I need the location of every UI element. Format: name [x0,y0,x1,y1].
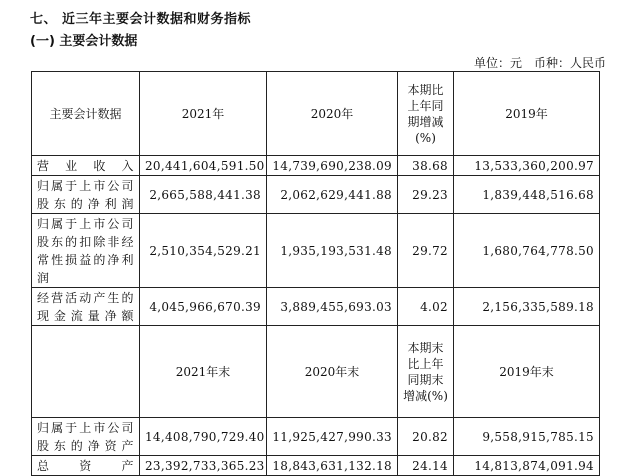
value-change: 29.72 [398,214,454,288]
value-change: 4.02 [398,288,454,326]
value-2019: 1,680,764,778.50 [454,214,600,288]
table-row [32,176,600,214]
value-2019: 2,156,335,589.18 [454,288,600,326]
table-row [32,288,600,326]
header-cell: 2019年末 [454,326,600,418]
value-2020: 11,925,427,990.33 [267,418,398,456]
header-cell: 2020年末 [267,326,398,418]
header-cell: 本期末比上年同期末增减(%) [398,326,454,418]
header-cell: 主要会计数据 [32,72,140,156]
header-cell [32,326,140,418]
value-change: 24.14 [398,456,454,476]
value-2019: 1,839,448,516.68 [454,176,600,214]
value-2020: 14,739,690,238.09 [267,156,398,176]
value-change: 38.68 [398,156,454,176]
accounting-data-table [31,71,600,476]
table-header-row [32,72,600,156]
value-2019: 14,813,874,091.94 [454,456,600,476]
value-change: 29.23 [398,176,454,214]
value-2021: 2,665,588,441.38 [140,176,267,214]
row-label: 营业收入 [32,156,140,176]
table-row [32,156,600,176]
value-2019: 9,558,915,785.15 [454,418,600,456]
row-label: 归属于上市公司股东的净资产 [32,418,140,456]
value-2021: 2,510,354,529.21 [140,214,267,288]
value-2021: 14,408,790,729.40 [140,418,267,456]
section-title: 七、 近三年主要会计数据和财务指标 [30,12,252,27]
unit-note: 单位：元 币种：人民币 [473,56,606,70]
value-2020: 3,889,455,693.03 [267,288,398,326]
value-2020: 1,935,193,531.48 [267,214,398,288]
table-row [32,418,600,456]
subsection-title: (一) 主要会计数据 [30,34,138,49]
value-2020: 18,843,631,132.18 [267,456,398,476]
value-2021: 4,045,966,670.39 [140,288,267,326]
value-2021: 23,392,733,365.23 [140,456,267,476]
header-cell: 2020年 [267,72,398,156]
table-header-row [32,326,600,418]
header-cell: 2019年 [454,72,600,156]
row-label: 经营活动产生的现金流量净额 [32,288,140,326]
row-label: 归属于上市公司股东的扣除非经常性损益的净利润 [32,214,140,288]
table-row [32,214,600,288]
header-cell: 2021年 [140,72,267,156]
value-change: 20.82 [398,418,454,456]
header-cell: 本期比上年同期增减(%) [398,72,454,156]
row-label: 归属于上市公司股东的净利润 [32,176,140,214]
value-2020: 2,062,629,441.88 [267,176,398,214]
row-label: 总资产 [32,456,140,476]
value-2021: 20,441,604,591.50 [140,156,267,176]
value-2019: 13,533,360,200.97 [454,156,600,176]
header-cell: 2021年末 [140,326,267,418]
